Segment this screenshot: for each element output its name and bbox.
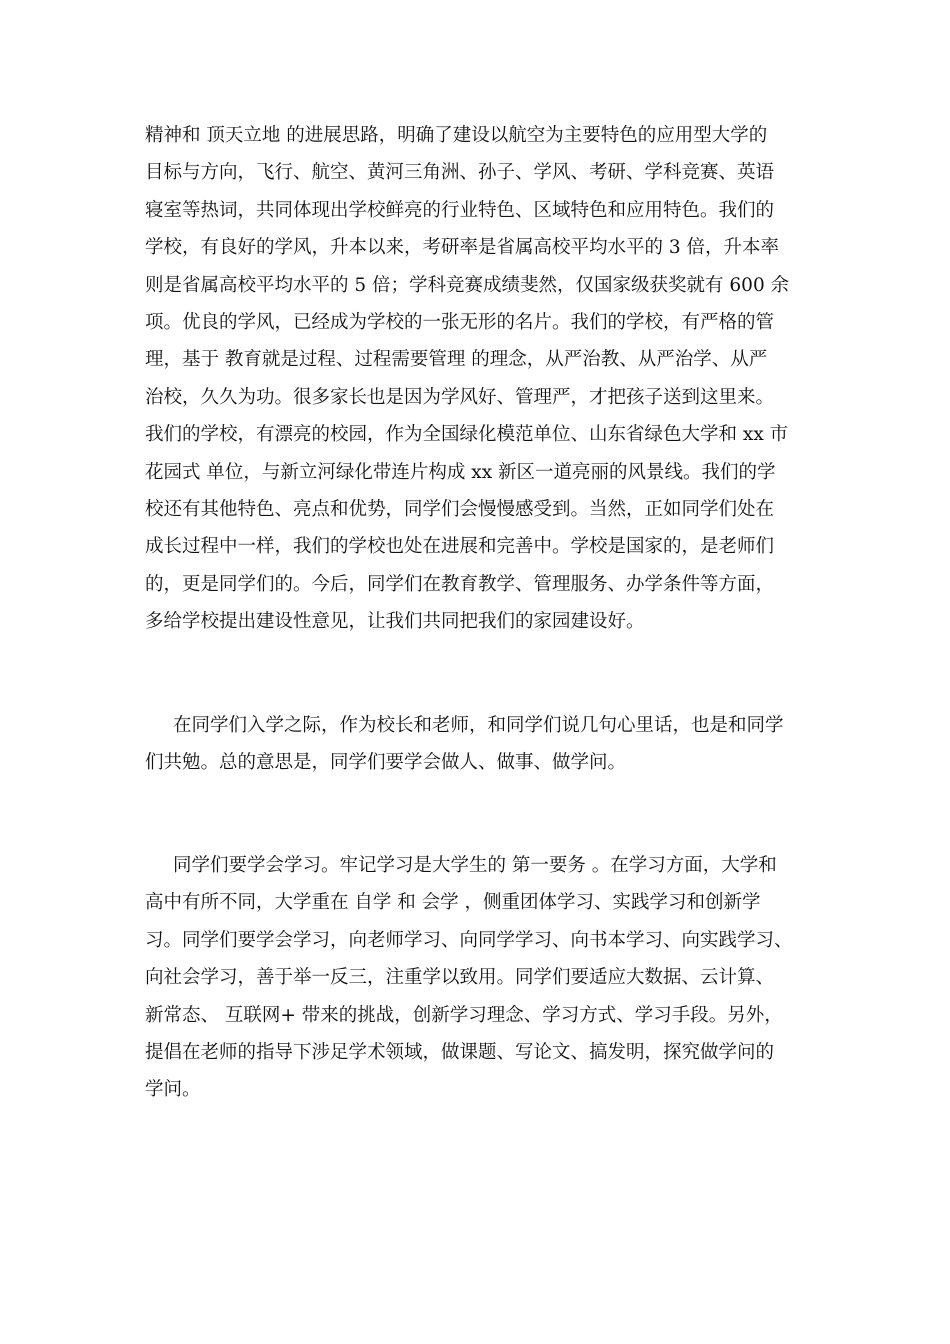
text-line: 校还有其他特色、亮点和优势，同学们会慢慢感受到。当然，正如同学们处在: [145, 498, 775, 520]
text-line: 在同学们入学之际，作为校长和老师，和同学们说几句心里话，也是和同学: [173, 715, 784, 736]
text-line: 学问。: [145, 1079, 201, 1101]
paragraph-school-features: [145, 117, 805, 640]
text-line: 我们的学校，有漂亮的校园，作为全国绿化模范单位、山东省绿色大学和 xx 市: [145, 424, 789, 446]
text-line: 治校，久久为功。很多家长也是因为学风好、管理严，才把孩子送到这里来。: [145, 386, 775, 408]
text-line: 理，基于 教育就是过程、过程需要管理 的理念，从严治教、从严治学、从严: [145, 349, 768, 371]
text-line: 新常态、 互联网+ 带来的挑战，创新学习理念、学习方式、学习手段。另外，: [145, 1004, 783, 1026]
text-line: 目标与方向，飞行、航空、黄河三角洲、孙子、学风、考研、学科竞赛、英语: [145, 162, 775, 184]
text-line: 精神和 顶天立地 的进展思路，明确了建设以航空为主要特色的应用型大学的: [145, 125, 768, 146]
paragraph-learn-to-study: [145, 847, 805, 1109]
text-line: 成长过程中一样，我们的学校也处在进展和完善中。学校是国家的，是老师们: [145, 536, 775, 558]
text-line: 提倡在老师的指导下涉足学术领域，做课题、写论文、搞发明，探究做学问的: [145, 1041, 775, 1063]
text-line: 学校，有良好的学风，升本以来，考研率是省属高校平均水平的 3 倍，升本率: [145, 237, 780, 259]
text-line: 则是省属高校平均水平的 5 倍；学科竞赛成绩斐然，仅国家级获奖就有 600 余: [145, 274, 790, 296]
text-line: 同学们要学会学习。牢记学习是大学生的 第一要务 。在学习方面，大学和: [173, 855, 777, 876]
paragraph-encouragement: [145, 707, 805, 782]
text-line: 花园式 单位，与新立河绿化带连片构成 xx 新区一道亮丽的风景线。我们的学: [145, 461, 776, 483]
text-line: 高中有所不同，大学重在 自学 和 会学 ，侧重团体学习、实践学习和创新学: [145, 892, 761, 914]
text-line: 习。同学们要学会学习，向老师学习、向同学学习、向书本学习、向实践学习、: [145, 929, 793, 951]
text-line: 项。优良的学风，已经成为学校的一张无形的名片。我们的学校，有严格的管: [145, 311, 775, 333]
text-line: 的，更是同学们的。今后，同学们在教育教学、管理服务、办学条件等方面，: [145, 573, 775, 595]
text-line: 多给学校提出建设性意见，让我们共同把我们的家园建设好。: [145, 611, 645, 633]
text-line: 向社会学习，善于举一反三，注重学以致用。同学们要适应大数据、云计算、: [145, 967, 775, 989]
text-line: 寝室等热词，共同体现出学校鲜亮的行业特色、区域特色和应用特色。我们的: [145, 199, 775, 221]
text-line: 们共勉。总的意思是，同学们要学会做人、做事、做学问。: [145, 752, 627, 774]
